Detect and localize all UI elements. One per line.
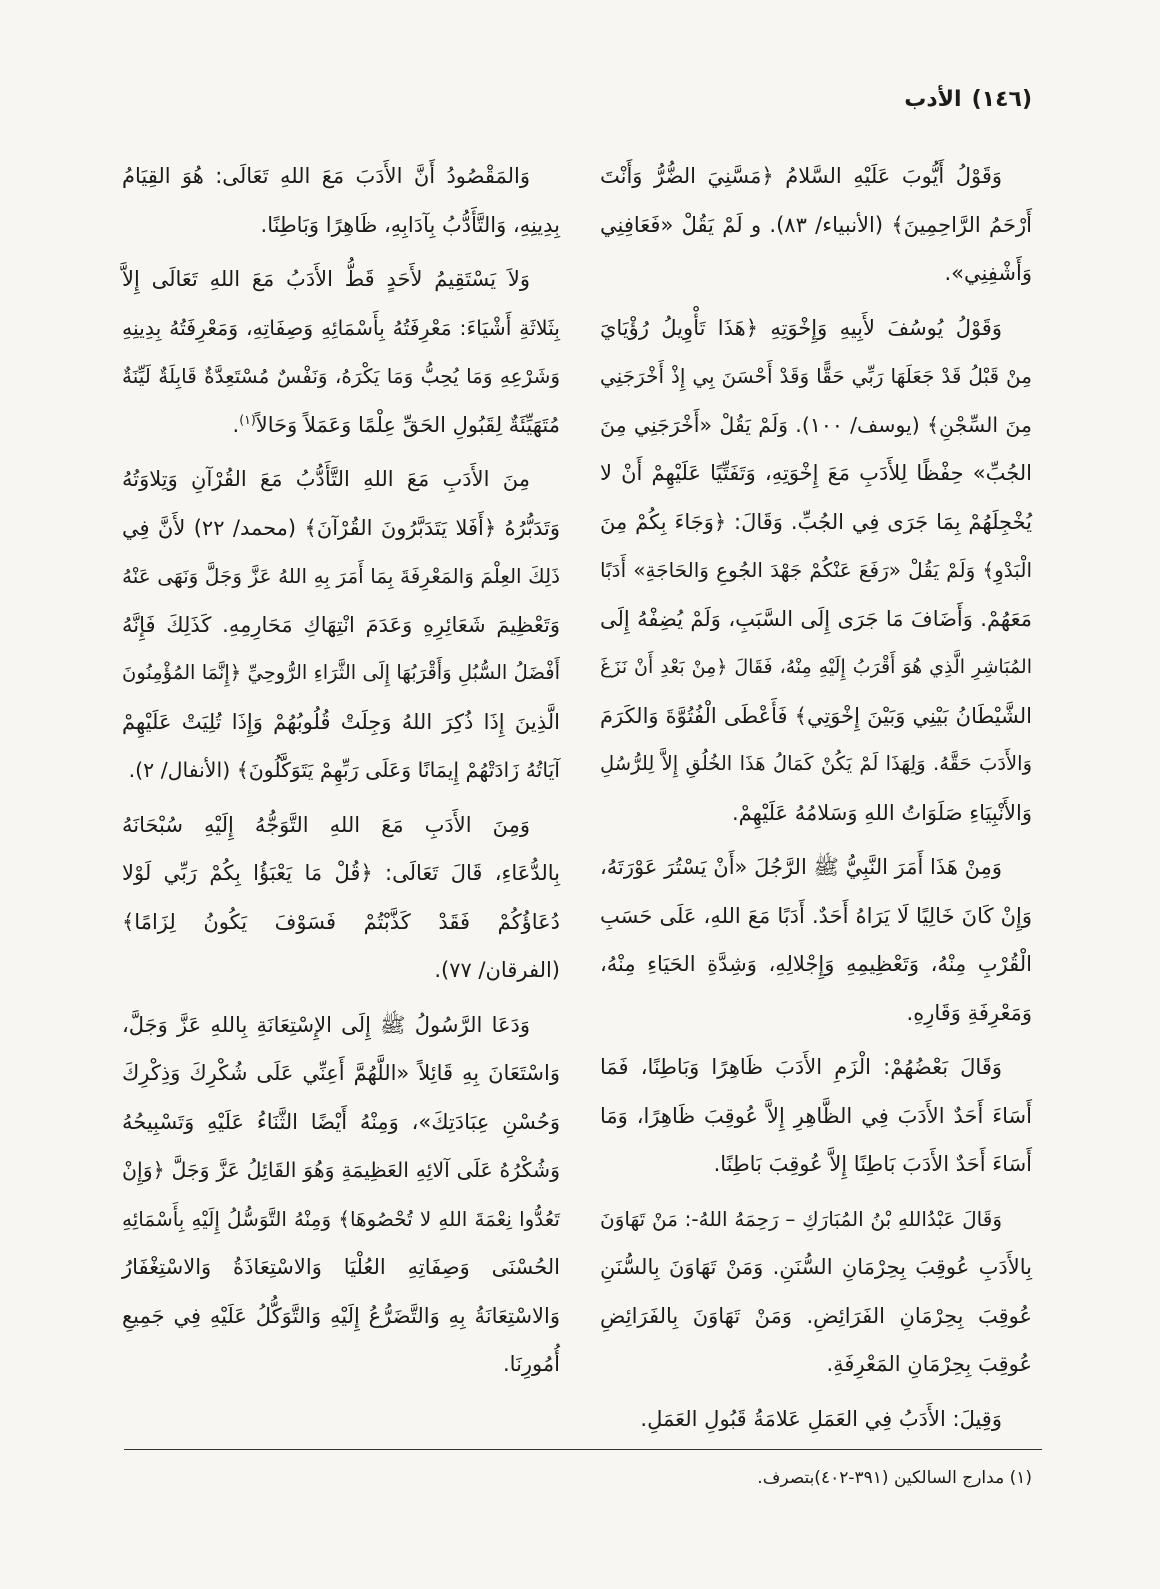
text-line: وَالمَقْصُودُ أَنَّ الأَدَبَ مَعَ اللهِ تَعَالَى: هُوَ القِيَامُ [122, 164, 530, 188]
paragraph [122, 801, 560, 995]
text-line: وَالاسْتِعَانَةُ بِهِ وَالتَّضَرُّعُ إِلَيْهِ وَالتَّوَكُّلُ عَلَيْهِ فِي جَمِيعِ [122, 1303, 560, 1328]
text-line: وَاسْتَعَانَ بِهِ قَائِلاً «اللَّهُمَّ أَعِنِّي عَلَى شُكْرِكَ وَذِكْرِكَ [122, 1061, 560, 1085]
text-line: وَقَوْلُ يُوسُفَ لأَبِيهِ وَإِخْوَتِهِ ﴿هَذَا تَأْوِيلُ رُؤْيَايَ [600, 315, 1002, 340]
paragraph [122, 152, 560, 249]
text-line-body: مُتَهَيِّئَةٌ لِقَبُولِ الحَقِّ عِلْمًا وَعَمَلاً وَحَالاً [255, 412, 560, 437]
text-line: بِثَلاثَةِ أَشْيَاءَ: مَعْرِفَتُهُ بِأَسْمَائِهِ وَصِفَاتِهِ، وَمَعْرِفَتُهُ بِدِينِهِ [122, 315, 560, 340]
paragraph [600, 1395, 1032, 1444]
paragraph [122, 255, 560, 449]
text-line: وَإِنْ كَانَ خَالِيًا لَا يَرَاهُ أَحَدٌ. أَدَبًا مَعَ اللهِ، عَلَى حَسَبِ [600, 903, 1032, 928]
text-line: الْقُرْبِ مِنْهُ، وَتَعْظِيمِهِ وَإِجْلالِهِ، وَشِدَّةِ الحَيَاءِ مِنْهُ، [600, 952, 1032, 976]
paragraph [600, 843, 1032, 1037]
text-line: بِدِينِهِ، وَالتَّأَدُّبُ بِآدَابِهِ، ظَاهِرًا وَبَاطِنًا. [260, 212, 560, 237]
text-line: وَتَعْظِيمَ شَعَائِرِهِ وَعَدَمَ انْتِهَاكِ مَحَارِمِهِ. كَذَلِكَ فَإِنَّهُ [122, 612, 560, 637]
text-line: تَعُدُّوا نِعْمَةَ اللهِ لا تُحْصُوهَا﴾ وَمِنْهُ التَّوَسُّلُ إِلَيْهِ بِأَسْمَائِهِ [122, 1206, 560, 1231]
paragraph [600, 1195, 1032, 1389]
paragraph [122, 455, 560, 795]
text-line: الحُسْنَى وَصِفَاتِهِ العُلْيَا وَالاسْتِعَاذَةُ وَالاسْتِغْفَارُ [122, 1255, 560, 1279]
text-line: بِالدُّعَاءِ، قَالَ تَعَالَى: ﴿قُلْ مَا يَعْبَؤُا بِكُمْ رَبِّي لَوْلا [122, 861, 560, 885]
text-line [122, 401, 560, 450]
paragraph [122, 1001, 560, 1389]
right-column [600, 152, 1032, 1443]
paragraph [600, 152, 1032, 298]
text-line: أَرْحَمُ الرَّاحِمِينَ﴾ (الأنبياء/ ٨٣). و لَمْ يَقُلْ «فَعَافِنِي [600, 212, 1032, 237]
footnote-reference: (١) [239, 411, 256, 427]
page-number: (١٤٦) [971, 87, 1032, 112]
left-column [122, 152, 560, 1389]
text-line: الجُبِّ» حِفْظًا لِلأَدَبِ مَعَ إِخْوَتِهِ، وَتَفَتِّيًا عَلَيْهِمْ أَنْ لا [600, 461, 1032, 485]
text-line: مِنَ الأَدَبِ مَعَ اللهِ التَّأَدُّبُ مَعَ القُرْآنِ وَتِلاوَتُهُ [122, 467, 530, 491]
text-line: دُعَاؤُكُمْ فَقَدْ كَذَّبْتُمْ فَسَوْفَ يَكُونُ لِزَامًا﴾ [122, 909, 560, 934]
text-line: وَالأَدَبَ حَقَّهُ. وَلِهَذَا لَمْ يَكُنْ كَمَالُ هَذَا الخُلُقِ إِلاَّ لِلرُّسُلِ [600, 752, 1032, 775]
text-line: آيَاتُهُ زَادَتْهُمْ إِيمَانًا وَعَلَى رَبِّهِمْ يَتَوَكَّلُونَ﴾ (الأنفال/ ٢). [128, 758, 560, 782]
text-line: وَحُسْنِ عِبَادَتِكَ»، وَمِنْهُ أَيْضًا الثَّنَاءُ عَلَيْهِ وَتَسْبِيحُهُ [122, 1109, 560, 1134]
text-line: مِنَ السِّجْنِ﴾ (يوسف/ ١٠٠). وَلَمْ يَقُلْ «أَخْرَجَنِي مِنَ [600, 412, 1032, 437]
paragraph [600, 304, 1032, 838]
text-line: يُخْجِلَهُمْ بِمَا جَرَى فِي الجُبِّ. وَقَالَ: ﴿وَجَاءَ بِكُمْ مِنَ [600, 509, 1032, 534]
text-line: مِنْ قَبْلُ قَدْ جَعَلَهَا رَبِّي حَقًّا وَقَدْ أَحْسَنَ بِي إِذْ أَخْرَجَنِي [600, 364, 1032, 388]
text-line: وَمَعْرِفَةِ وَقَارِهِ. [906, 1000, 1032, 1025]
text-line: أَفْضَلُ السُّبُلِ وَأَقْرَبُهَا إِلَى الثَّرَاءِ الرُّوحِيِّ ﴿إِنَّمَا المُؤْمِنُونَ [122, 661, 560, 684]
text-line: الْبَدْوِ﴾ وَلَمْ يَقُلْ «رَفَعَ عَنْكُمْ جَهْدَ الجُوعِ وَالحَاجَةِ» أَدَبًا [600, 558, 1032, 582]
text-line: وَلاَ يَسْتَقِيمُ لأَحَدٍ قَطُّ الأَدَبُ مَعَ اللهِ تَعَالَى إِلاَّ [122, 267, 530, 291]
text-line: وَتَدَبُّرُهُ ﴿أَفَلا يَتَدَبَّرُونَ القُرْآنَ﴾ (محمد/ ٢٢) لأَنَّ فِي [122, 515, 561, 540]
text-line: وَقِيلَ: الأَدَبُ فِي العَمَلِ عَلامَةُ قَبُولِ العَمَلِ. [640, 1406, 1002, 1431]
text-line-end: . [232, 412, 240, 437]
text-line: وَقَالَ بَعْضُهُمْ: الْزَمِ الأَدَبَ ظَاهِرًا وَبَاطِنًا، فَمَا [600, 1055, 1002, 1079]
text-line: وَمِنْ هَذَا أَمَرَ النَّبِيُّ ﷺ الرَّجُلَ «أَنْ يَسْتُرَ عَوْرَتَهُ، [600, 855, 1002, 879]
text-line: (الفرقان/ ٧٧). [434, 958, 560, 982]
text-line: وَمِنَ الأَدَبِ مَعَ اللهِ التَّوَجُّهُ إِلَيْهِ سُبْحَانَهُ [122, 812, 530, 837]
text-line: أُمُورِنَا. [503, 1352, 560, 1376]
text-line: وَقَوْلُ أَيُّوبَ عَلَيْهِ السَّلامُ ﴿مَسَّنِيَ الضُّرُّ وَأَنْتَ [600, 164, 1002, 188]
paragraph [600, 1043, 1032, 1189]
text-line: المُبَاشِرِ الَّذِي هُوَ أَقْرَبُ إِلَيْهِ مِنْهُ، فَقَالَ ﴿مِنْ بَعْدِ أَنْ نَزَغَ [600, 656, 1032, 678]
text-line: مَعَهُمْ. وَأَضَافَ مَا جَرَى إِلَى السَّبَبِ، وَلَمْ يُضِفْهُ إِلَى [600, 606, 1032, 631]
text-line: وَدَعَا الرَّسُولُ ﷺ إِلَى الإِسْتِعَانَةِ بِاللهِ عَزَّ وَجَلَّ، [122, 1012, 530, 1037]
text-line: بِالأَدَبِ عُوقِبَ بِحِرْمَانِ السُّنَنِ. وَمَنْ تَهَاوَنَ بِالسُّنَنِ [600, 1255, 1032, 1279]
text-line: الَّذِينَ إِذَا ذُكِرَ اللهُ وَجِلَتْ قُلُوبُهُمْ وَإِذَا تُلِيَتْ عَلَيْهِمْ [122, 709, 560, 734]
text-line: وَشَرْعِهِ وَمَا يُحِبُّ وَمَا يَكْرَهُ، وَنَفْسٌ مُسْتَعِدَّةٌ قَابِلَةٌ لَيِّنَةٌ [122, 364, 560, 388]
text-line: أَسَاءَ أَحَدٌ الأَدَبَ فِي الظَّاهِرِ إِلاَّ عُوقِبَ ظَاهِرًا، وَمَا [600, 1103, 1032, 1128]
text-line: عُوقِبَ بِحِرْمَانِ المَعْرِفَةِ. [826, 1352, 1032, 1376]
text-line: وَشُكْرُهُ عَلَى آلائِهِ العَظِيمَةِ وَهُوَ القَائِلُ عَزَّ وَجَلَّ ﴿وَإِنْ [122, 1158, 560, 1182]
text-line: وَقَالَ عَبْدُاللهِ بْنُ المُبَارَكِ – رَحِمَهُ اللهُ-: مَنْ تَهَاوَنَ [600, 1206, 1002, 1231]
text-line: عُوقِبَ بِحِرْمَانِ الفَرَائِضِ. وَمَنْ تَهَاوَنَ بِالفَرَائِضِ [600, 1303, 1032, 1328]
text-line: ذَلِكَ العِلْمَ وَالمَعْرِفَةَ بِمَا أَمَرَ بِهِ اللهُ عَزَّ وَجَلَّ وَنَهَى عَنْهُ [122, 564, 560, 588]
text-line: وَالأَنْبِيَاءِ صَلَوَاتُ اللهِ وَسَلامُهُ عَلَيْهِمْ. [731, 800, 1032, 825]
chapter-title: الأدب [904, 87, 962, 112]
text-line: أَسَاءَ أَحَدٌ الأَدَبَ بَاطِنًا إِلاَّ عُوقِبَ بَاطِنًا. [713, 1152, 1032, 1176]
footnote: (١) مدارج السالكين (٣٩١-٤٠٢)بتصرف. [757, 1468, 1032, 1488]
footnote-separator [124, 1449, 1042, 1450]
text-line: وَأَشْفِنِي». [944, 261, 1032, 285]
running-header [904, 80, 1032, 120]
text-line: الشَّيْطَانُ بَيْنِي وَبَيْنَ إِخْوَتِي﴾ فَأَعْطَى الْفُتُوَّةَ وَالكَرَمَ [600, 703, 1032, 728]
